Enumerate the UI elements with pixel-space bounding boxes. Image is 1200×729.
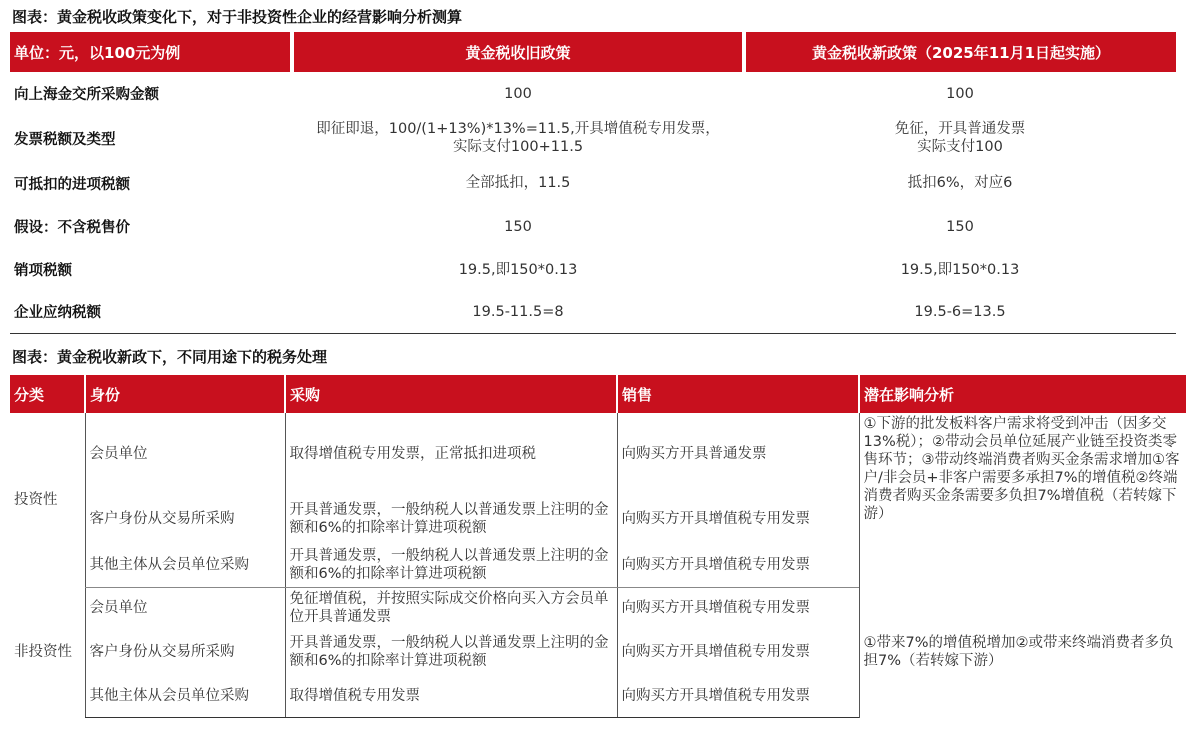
new-value: 150 bbox=[946, 218, 974, 235]
table-row bbox=[10, 161, 1176, 205]
purchase-cell: 开具普通发票，一般纳税人以普通发票上注明的金额和6%的扣除率计算进项税额 bbox=[285, 543, 617, 587]
row-label: 发票税额及类型 bbox=[14, 131, 116, 148]
impact-analysis-cell: ①下游的批发板料客户需求将受到冲击（因多交13%税）；②带动会员单位延展产业链至投资类零售环节；③带动终端消费者购买金条需求增加①客户/非会员+非客户需要多承担7%的增值税②终端消费者购买金条需要多负担7%增值税（若转嫁下游） bbox=[859, 413, 1186, 587]
table-row bbox=[10, 413, 1186, 495]
table-row bbox=[10, 205, 1176, 248]
old-value: 19.5-11.5=8 bbox=[292, 291, 744, 333]
header-unit: 单位：元，以100元为例 bbox=[10, 32, 292, 72]
table-row bbox=[10, 115, 1176, 161]
row-label: 销项税额 bbox=[14, 263, 72, 279]
table-header-row bbox=[10, 375, 1186, 413]
header-old-policy: 黄金税收旧政策 bbox=[292, 32, 744, 72]
table-row bbox=[10, 587, 1186, 629]
sales-cell: 向购买方开具增值税专用发票 bbox=[617, 587, 859, 629]
policy-comparison-table bbox=[10, 32, 1176, 334]
header-identity: 身份 bbox=[85, 375, 285, 413]
old-value bbox=[292, 115, 744, 161]
old-value-line1: 即征即退，100/(1+13%)*13%=11.5,开具增值税专用发票， bbox=[316, 121, 720, 137]
table-row bbox=[10, 248, 1176, 291]
sales-cell: 向购买方开具普通发票 bbox=[617, 413, 859, 495]
sales-cell: 向购买方开具增值税专用发票 bbox=[617, 629, 859, 675]
header-new-policy: 黄金税收新政策（2025年11月1日起实施） bbox=[744, 32, 1176, 72]
new-value: 100 bbox=[946, 85, 974, 102]
new-value-line1: 免征，开具普通发票 bbox=[894, 121, 1026, 137]
identity-cell: 其他主体从会员单位采购 bbox=[85, 675, 285, 717]
category-cell: 投资性 bbox=[14, 492, 58, 508]
sales-cell: 向购买方开具增值税专用发票 bbox=[617, 675, 859, 717]
row-label: 企业应纳税额 bbox=[10, 291, 292, 333]
new-value: 抵扣6%，对应6 bbox=[907, 175, 1013, 191]
new-value-line2: 实际支付100 bbox=[917, 139, 1003, 155]
old-value: 150 bbox=[504, 218, 532, 235]
purchase-cell: 开具普通发票，一般纳税人以普通发票上注明的金额和6%的扣除率计算进项税额 bbox=[285, 629, 617, 675]
category-cell: 非投资性 bbox=[14, 644, 72, 660]
row-label: 向上海金交所采购金额 bbox=[14, 87, 159, 103]
row-label: 可抵扣的进项税额 bbox=[14, 176, 130, 193]
purchase-cell: 取得增值税专用发票，正常抵扣进项税 bbox=[285, 413, 617, 495]
old-value: 全部抵扣，11.5 bbox=[465, 175, 571, 191]
header-category: 分类 bbox=[10, 375, 85, 413]
identity-cell: 客户身份从交易所采购 bbox=[85, 629, 285, 675]
caption-table1: 图表：黄金税收政策变化下，对于非投资性企业的经营影响分析测算 bbox=[12, 8, 463, 26]
old-value: 100 bbox=[504, 85, 532, 102]
caption-table2: 图表：黄金税收新政下，不同用途下的税务处理 bbox=[12, 348, 328, 366]
purchase-cell: 开具普通发票，一般纳税人以普通发票上注明的金额和6%的扣除率计算进项税额 bbox=[285, 495, 617, 543]
table-row bbox=[10, 72, 1176, 115]
table-row bbox=[10, 291, 1176, 333]
header-purchase: 采购 bbox=[285, 375, 617, 413]
identity-cell: 会员单位 bbox=[85, 413, 285, 495]
tax-treatment-table bbox=[10, 375, 1186, 718]
table-header-row bbox=[10, 32, 1176, 72]
identity-cell: 其他主体从会员单位采购 bbox=[85, 543, 285, 587]
new-value: 19.5,即150*0.13 bbox=[900, 261, 1020, 278]
new-value bbox=[744, 115, 1176, 161]
new-value: 19.5-6=13.5 bbox=[744, 291, 1176, 333]
old-value-line2: 实际支付100+11.5 bbox=[452, 139, 584, 155]
sales-cell: 向购买方开具增值税专用发票 bbox=[617, 495, 859, 543]
identity-cell: 客户身份从交易所采购 bbox=[85, 495, 285, 543]
identity-cell: 会员单位 bbox=[85, 587, 285, 629]
header-impact-analysis: 潜在影响分析 bbox=[859, 375, 1186, 413]
impact-analysis-cell: ①带来7%的增值税增加②或带来终端消费者多负担7%（若转嫁下游） bbox=[859, 587, 1186, 717]
purchase-cell: 取得增值税专用发票 bbox=[285, 675, 617, 717]
sales-cell: 向购买方开具增值税专用发票 bbox=[617, 543, 859, 587]
header-sales: 销售 bbox=[617, 375, 859, 413]
row-label: 假设：不含税售价 bbox=[14, 220, 130, 236]
old-value: 19.5,即150*0.13 bbox=[458, 261, 578, 278]
purchase-cell: 免征增值税，并按照实际成交价格向买入方会员单位开具普通发票 bbox=[285, 587, 617, 629]
